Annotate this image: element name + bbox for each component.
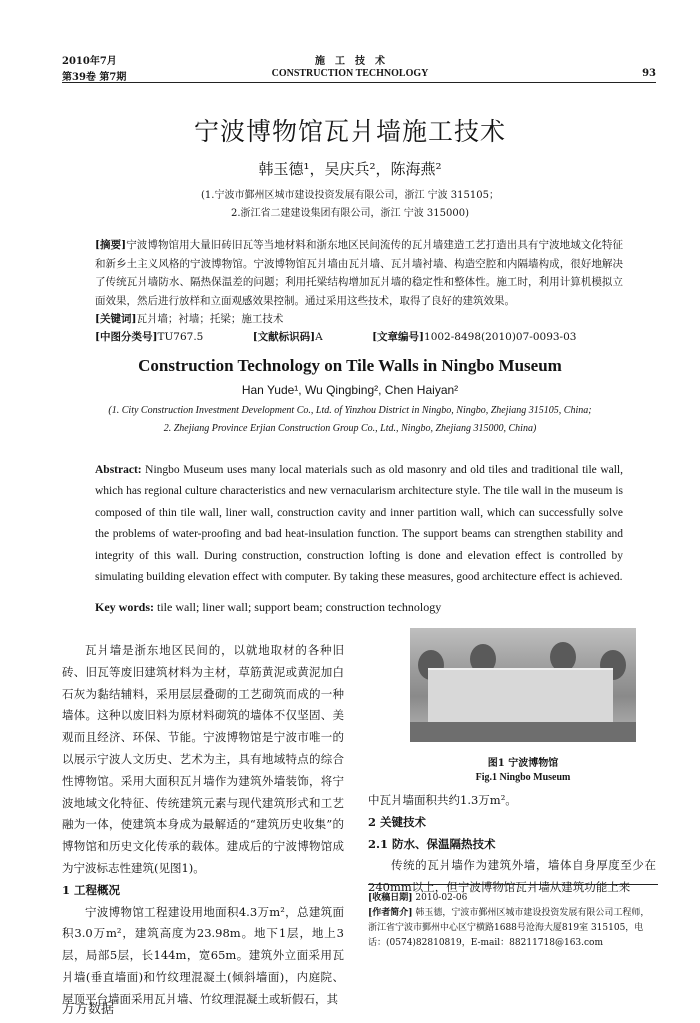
section-2-title: 2 关键技术	[368, 814, 427, 829]
page-number: 93	[642, 68, 656, 79]
body-right-column	[368, 790, 656, 899]
figure-caption-cn: 图1 宁波博物馆	[487, 758, 559, 769]
header-rule	[62, 82, 656, 83]
doc-value: A	[315, 331, 323, 343]
header-date: 2010年7月	[62, 56, 117, 67]
body-left-column	[62, 640, 344, 1011]
authors-cn: 韩玉德¹，吴庆兵²，陈海燕²	[258, 160, 442, 178]
author-bio	[368, 906, 658, 951]
intro-paragraph: 瓦爿墙是浙东地区民间的，以就地取材的各种旧砖、旧瓦等废旧建筑材料为主材，草筋黄泥或黄泥加白石灰为黏结辅料，采用层层叠砌的工艺砌筑而成的一种墙体。这种以废旧料为原材料砌筑的墙体不仅坚固、美观而且经济、环保、节能。宁波博物馆是宁波市唯一的以展示宁波人文历史、艺术为主，具有地域特点的综合性博物馆。采用大面积瓦爿墙作为建筑外墙装饰，将宁波地域文化特征、传统建筑元素与现代建筑形式和工艺融为一体，使建筑本身成为最解适的“建筑历史收集”的博物馆和历史文化传承的载体。建成后的宁波博物馆成为宁波标志性建筑(见图1)。	[62, 643, 344, 875]
abstract-cn-label: [摘要]	[95, 239, 127, 251]
abstract-cn-text: 宁波博物馆用大量旧砖旧瓦等当地材料和浙东地区民间流传的瓦爿墙建造工艺打造出具有宁波地域文化特征和新乡土主义风格的宁波博物馆。宁波博物馆瓦爿墙由瓦爿墙、瓦爿墙衬墙、构造空腔和内隔墙构成，很好地解决了传统瓦爿墙防水、隔热保温差的问题；利用托梁结构增加瓦爿墙的稳定性和整体性。施工时，利用计算机模拟立面效果，然后进行放样和立面观感效果控制。通过采用这些技术，取得了良好的建筑效果。	[95, 239, 624, 307]
keywords-cn	[95, 310, 623, 329]
keywords-cn-text: 瓦爿墙；衬墙；托梁；施工技术	[136, 313, 284, 325]
header-journal-cn: 施 工 技 术	[315, 56, 385, 67]
museum-photo	[410, 628, 636, 742]
clc-value: TU767.5	[157, 331, 204, 343]
watermark: 万方数据	[62, 1002, 115, 1017]
abstract-en-text: Ningbo Museum uses many local materials such as old masonry and old tiles and traditional tile wall, which has regional culture characteristics and new vernacularism architecture style. The tile wall in the museum is composed of thin tile wall, liner wall, construction cavity and inner partition wall, which can successfully solve the problems of water-proofing and bad heat-insulation function. The support beams can strengthen stability and integrity of this wall. During construction, construction lofting is done and elevation effect is controlled by simulating building elevation effect with computer. By taking these measures, good architecture effect is achieved.	[95, 464, 624, 584]
author-bio-label: [作者简介]	[368, 908, 413, 918]
author-bio-text: 韩玉德，宁波市鄞州区城市建设投资发展有限公司工程师，浙江省宁波市鄞州中心区宁横路1688号沧海大厦819室 315105，电话：(0574)82810819，E-mail：88211718@163.com	[368, 908, 650, 948]
received-label: [收稿日期]	[368, 893, 413, 903]
header-journal-en: CONSTRUCTION TECHNOLOGY	[271, 68, 429, 79]
keywords-cn-label: [关键词]	[95, 313, 137, 325]
received-date: 2010-02-06	[415, 893, 468, 903]
abstract-en	[95, 460, 623, 588]
article-label: [文章编号]	[372, 331, 425, 343]
affiliation-cn-2: 2.浙江省二建建设集团有限公司，浙江 宁波 315000)	[231, 208, 469, 219]
abstract-en-label: Abstract:	[95, 464, 142, 476]
article-value: 1002-8498(2010)07-0093-03	[424, 331, 577, 343]
keywords-en-label: Key words:	[95, 600, 154, 614]
section-1-title: 1 工程概况	[62, 882, 121, 897]
figure-caption-en: Fig.1 Ningbo Museum	[475, 772, 571, 783]
title-cn: 宁波博物馆瓦爿墙施工技术	[193, 117, 506, 146]
keywords-en	[95, 600, 623, 615]
right-continuation: 中瓦爿墙面积共约1.3万m²。	[368, 793, 517, 807]
section-1-text: 宁波博物馆工程建设用地面积4.3万m²，总建筑面积3.0万m²，建筑高度为23.98m。地下1层，地上3层，局部5层，长144m，宽65m。建筑外立面采用瓦爿墙(垂直墙面)和竹纹理混凝土(倾斜墙面)，内庭院、屋顶平台墙面采用瓦爿墙、竹纹理混凝土或斩假石，其	[62, 904, 344, 1006]
footnote	[368, 884, 658, 951]
title-en: Construction Technology on Tile Walls in Ningbo Museum	[138, 356, 562, 375]
abstract-cn	[95, 236, 623, 310]
section-2-1-title: 2.1 防水、保温隔热技术	[368, 836, 496, 851]
received-line	[368, 891, 658, 906]
affiliation-cn-1: (1.宁波市鄞州区城市建设投资发展有限公司，浙江 宁波 315105；	[201, 190, 499, 201]
classification-line	[95, 328, 623, 347]
clc-label: [中图分类号]	[95, 331, 158, 343]
authors-en: Han Yude¹, Wu Qingbing², Chen Haiyan²	[241, 383, 459, 397]
affiliation-en-2: 2. Zhejiang Province Erjian Construction Group Co., Ltd., Ningbo, Zhejiang 315000, China)	[163, 423, 537, 434]
affiliation-en-1: (1. City Construction Investment Development Co., Ltd. of Yinzhou District in Ningbo, Ningbo, Zhejiang 315105, China;	[108, 405, 592, 416]
keywords-en-text: tile wall; liner wall; support beam; construction technology	[157, 600, 442, 614]
doc-label: [文献标识码]	[252, 331, 316, 343]
section-2-1-text: 传统的瓦爿墙作为建筑外墙，墙体自身厚度至少在240mm以上，但宁波博物馆瓦爿墙从建筑功能上来	[368, 858, 656, 895]
header-volume: 第39卷 第7期	[62, 72, 127, 83]
